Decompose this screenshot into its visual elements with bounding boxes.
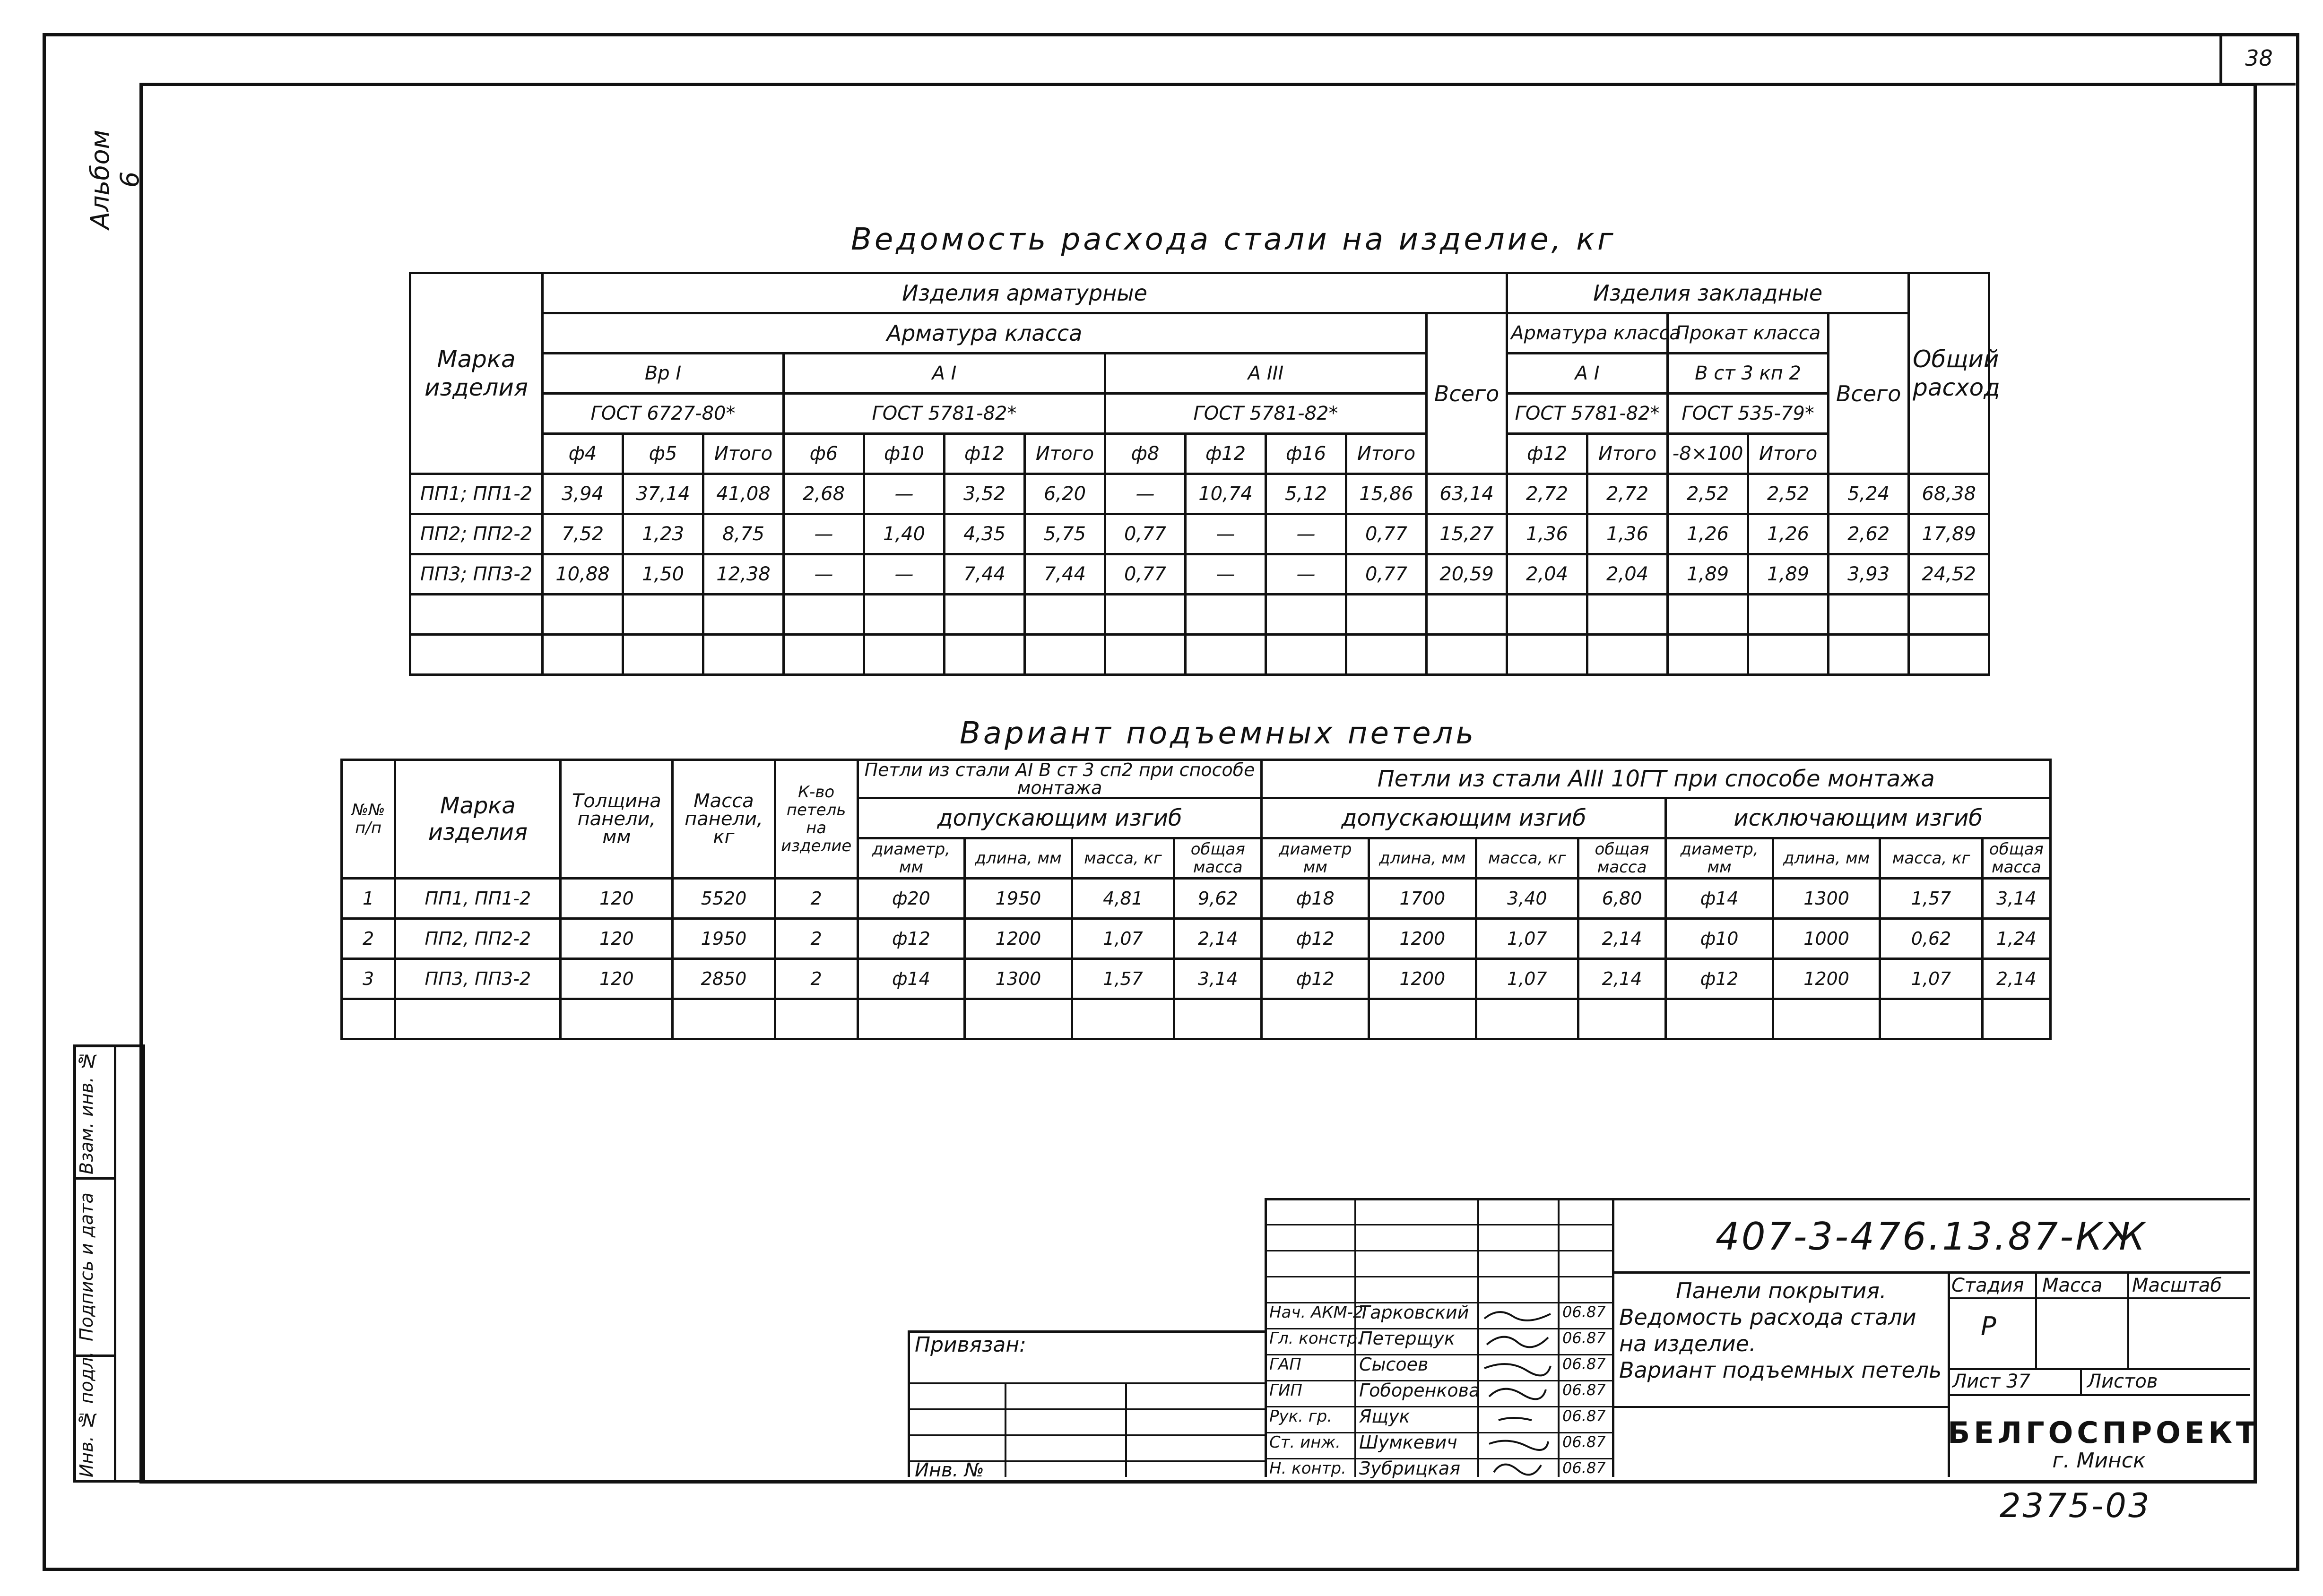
cell: 1200 — [1369, 959, 1476, 999]
arm-class-header: Арматура класса — [543, 313, 1427, 354]
col-mark-header: Марка изделия — [410, 273, 543, 474]
description-line: Вариант подъемных петель — [1619, 1357, 1942, 1383]
cell: 1,89 — [1668, 554, 1748, 595]
cell: 2,52 — [1748, 474, 1829, 514]
sub-header: длина, мм — [1773, 838, 1880, 879]
emb-products-header: Изделия закладные — [1507, 273, 1909, 313]
sub-header: ф12 — [1186, 434, 1266, 474]
role: Рук. гр. — [1269, 1407, 1333, 1426]
album-label: Альбом 6 — [85, 129, 145, 230]
cell: 0,77 — [1346, 554, 1427, 595]
cell: 1000 — [1773, 919, 1880, 959]
role: ГИП — [1269, 1381, 1302, 1400]
tied-label: Привязан: — [915, 1333, 1026, 1357]
cell: ф14 — [1666, 879, 1773, 919]
cell: ПП2; ПП2-2 — [410, 514, 543, 554]
cell: — — [1105, 474, 1186, 514]
scale-header: Масштаб — [2132, 1275, 2222, 1296]
cell: ПП3, ПП3-2 — [395, 959, 561, 999]
cell: ф14 — [858, 959, 965, 999]
sub-header: ф6 — [784, 434, 864, 474]
lifting-loops-table — [340, 759, 2052, 1040]
cell: 2,72 — [1507, 474, 1587, 514]
empty-row — [410, 635, 1989, 675]
sign-date: 06.87 — [1562, 1407, 1606, 1425]
cell: 7,44 — [1025, 554, 1105, 595]
cell: 1,24 — [1982, 919, 2050, 959]
cell: — — [864, 554, 945, 595]
document-code: 407-3-476.13.87-КЖ — [1715, 1215, 2147, 1259]
cell: 10,88 — [543, 554, 623, 595]
emb-prokat-header: Прокат класса — [1668, 313, 1829, 354]
cell: 2,68 — [784, 474, 864, 514]
cell: 1,23 — [623, 514, 703, 554]
cell: — — [784, 554, 864, 595]
class-a3: A III — [1105, 354, 1427, 394]
cell: ПП1; ПП1-2 — [410, 474, 543, 514]
cell: 7,44 — [945, 554, 1025, 595]
gost-a3: ГОСТ 5781-82* — [1105, 394, 1427, 434]
cell: 1950 — [965, 879, 1072, 919]
sub-header: диаметр, мм — [858, 838, 965, 879]
cell: 1 — [342, 879, 395, 919]
signatures-icon — [1480, 1302, 1555, 1477]
organization: БЕЛГОСПРОЕКТ — [1948, 1415, 2260, 1450]
sub-header: диаметр мм — [1262, 838, 1369, 879]
group1-sub: допускающим изгиб — [858, 798, 1262, 838]
cell: 5,75 — [1025, 514, 1105, 554]
class-a1: A I — [784, 354, 1105, 394]
group2-sub: допускающим изгиб — [1262, 798, 1666, 838]
cell: 1,40 — [864, 514, 945, 554]
cell: 1950 — [673, 919, 775, 959]
class-bp1: Вр I — [543, 354, 784, 394]
sheets-total: Листов — [2087, 1371, 2158, 1392]
cell: ф12 — [1262, 959, 1369, 999]
cell: 10,74 — [1186, 474, 1266, 514]
cell: 2,04 — [1587, 554, 1668, 595]
cell: 2,04 — [1507, 554, 1587, 595]
drawing-number: 2375-03 — [2000, 1486, 2151, 1525]
sub-header: ф5 — [623, 434, 703, 474]
cell: 1,26 — [1748, 514, 1829, 554]
col-thickness-header: Толщина панели, мм — [561, 760, 673, 879]
side-stamp-inv-original: Инв. № подл. — [76, 1351, 97, 1477]
cell: 3,94 — [543, 474, 623, 514]
col-mark-header: Марка изделия — [395, 760, 561, 879]
cell: ф12 — [1262, 919, 1369, 959]
role: ГАП — [1269, 1355, 1301, 1374]
sub-header: ф8 — [1105, 434, 1186, 474]
cell: 6,20 — [1025, 474, 1105, 514]
sign-date: 06.87 — [1562, 1381, 1606, 1399]
sub-header: Итого — [1587, 434, 1668, 474]
sub-header: масса, кг — [1880, 838, 1982, 879]
cell: 3,93 — [1829, 554, 1909, 595]
inv-label: Инв. № — [915, 1459, 984, 1481]
stage-value: Р — [1981, 1311, 1996, 1341]
class-emb-a1: A I — [1507, 354, 1668, 394]
cell: — — [1266, 554, 1346, 595]
cell: 1,36 — [1587, 514, 1668, 554]
cell: 2 — [342, 919, 395, 959]
steel-consumption-table — [409, 272, 2000, 676]
col-num-header: №№ п/п — [342, 760, 395, 879]
side-stamp-signature-date: Подпись и дата — [76, 1192, 97, 1342]
cell: 41,08 — [703, 474, 784, 514]
cell: 2 — [775, 959, 858, 999]
group2-header: Петли из стали AIII 10ГТ при способе монтажа — [1262, 760, 2051, 798]
cell: 4,35 — [945, 514, 1025, 554]
cell: ПП1, ПП1-2 — [395, 879, 561, 919]
sub-header: ф10 — [864, 434, 945, 474]
signer-name: Гоборенкова — [1359, 1380, 1480, 1401]
signer-name: Зубрицкая — [1359, 1458, 1461, 1479]
sub-header: Итого — [1748, 434, 1829, 474]
empty-row — [410, 595, 1989, 635]
cell: 6,80 — [1578, 879, 1665, 919]
gost-bp1: ГОСТ 6727-80* — [543, 394, 784, 434]
cell: 37,14 — [623, 474, 703, 514]
cell: 5,12 — [1266, 474, 1346, 514]
cell: 5520 — [673, 879, 775, 919]
cell: 2,52 — [1668, 474, 1748, 514]
cell: ф18 — [1262, 879, 1369, 919]
sub-header: масса, кг — [1072, 838, 1174, 879]
cell: ПП2, ПП2-2 — [395, 919, 561, 959]
cell: 1700 — [1369, 879, 1476, 919]
table-row — [342, 919, 2051, 959]
cell: 5,24 — [1829, 474, 1909, 514]
cell: 3,40 — [1476, 879, 1578, 919]
title-block — [908, 1198, 2260, 1481]
signer-name: Сысоев — [1359, 1354, 1429, 1375]
cell: 1200 — [1369, 919, 1476, 959]
page-number: 38 — [2219, 33, 2296, 86]
signer-name: Тарковский — [1359, 1302, 1469, 1323]
cell: 2,14 — [1982, 959, 2050, 999]
cell: ф12 — [858, 919, 965, 959]
cell: — — [784, 514, 864, 554]
emb-arm-class-header: Арматура класса — [1507, 313, 1668, 354]
total-header: Общий расход — [1909, 273, 1989, 474]
sub-header: ф12 — [945, 434, 1025, 474]
gost-emb-st: ГОСТ 535-79* — [1668, 394, 1829, 434]
signer-name: Ящук — [1359, 1406, 1410, 1427]
sub-header: -8×100 — [1668, 434, 1748, 474]
cell: 1,07 — [1072, 919, 1174, 959]
class-emb-st: В ст 3 кп 2 — [1668, 354, 1829, 394]
sub-header: длина, мм — [965, 838, 1072, 879]
cell: 1200 — [965, 919, 1072, 959]
cell: 9,62 — [1174, 879, 1262, 919]
signer-name: Шумкевич — [1359, 1432, 1457, 1453]
city: г. Минск — [2052, 1449, 2146, 1473]
table2-title: Вариант подъемных петель — [960, 716, 1477, 751]
cell: ф20 — [858, 879, 965, 919]
table1-title: Ведомость расхода стали на изделие, кг — [851, 222, 1616, 257]
sheet-number: Лист 37 — [1952, 1371, 2030, 1392]
cell: 3,14 — [1174, 959, 1262, 999]
cell: 3,52 — [945, 474, 1025, 514]
cell: 0,77 — [1346, 514, 1427, 554]
cell: 1,89 — [1748, 554, 1829, 595]
sub-header: общая масса — [1982, 838, 2050, 879]
cell: 1300 — [1773, 879, 1880, 919]
sub-header: ф4 — [543, 434, 623, 474]
cell: 2850 — [673, 959, 775, 999]
cell: 1,26 — [1668, 514, 1748, 554]
cell: — — [1186, 554, 1266, 595]
cell: 1,36 — [1507, 514, 1587, 554]
group3-sub: исключающим изгиб — [1666, 798, 2051, 838]
cell: ф10 — [1666, 919, 1773, 959]
cell: 2,14 — [1578, 959, 1665, 999]
sub-header: ф12 — [1507, 434, 1587, 474]
cell: — — [864, 474, 945, 514]
cell: — — [1186, 514, 1266, 554]
cell: 2,62 — [1829, 514, 1909, 554]
gost-a1: ГОСТ 5781-82* — [784, 394, 1105, 434]
cell: 2,14 — [1174, 919, 1262, 959]
cell: 4,81 — [1072, 879, 1174, 919]
mass-header: Масса — [2042, 1275, 2103, 1296]
cell: 1,50 — [623, 554, 703, 595]
cell: 1,07 — [1476, 919, 1578, 959]
cell: 24,52 — [1909, 554, 1989, 595]
sub-header: Итого — [1025, 434, 1105, 474]
cell: 120 — [561, 959, 673, 999]
cell: 1,07 — [1880, 959, 1982, 999]
cell: 3,14 — [1982, 879, 2050, 919]
stage-header: Стадия — [1951, 1275, 2024, 1296]
cell: 17,89 — [1909, 514, 1989, 554]
cell: 3 — [342, 959, 395, 999]
sub-header: общая масса — [1578, 838, 1665, 879]
table-row — [410, 514, 1989, 554]
cell: 0,62 — [1880, 919, 1982, 959]
cell: ф12 — [1666, 959, 1773, 999]
empty-row — [342, 999, 2051, 1039]
cell: ПП3; ПП3-2 — [410, 554, 543, 595]
cell: 8,75 — [703, 514, 784, 554]
description-line: Ведомость расхода стали — [1619, 1304, 1916, 1330]
table-row — [342, 879, 2051, 919]
cell: 0,77 — [1105, 514, 1186, 554]
cell: 120 — [561, 879, 673, 919]
sign-date: 06.87 — [1562, 1433, 1606, 1451]
cell: 2,14 — [1578, 919, 1665, 959]
group1-header: Петли из стали AI В ст 3 сп2 при способе монтажа — [858, 760, 1262, 798]
sub-header: диаметр, мм — [1666, 838, 1773, 879]
side-stamp-inv-replace: Взам. инв. № — [76, 1050, 97, 1174]
role: Ст. инж. — [1269, 1433, 1341, 1452]
sub-header: длина, мм — [1369, 838, 1476, 879]
cell: 7,52 — [543, 514, 623, 554]
cell: 2 — [775, 919, 858, 959]
sheet-description — [1619, 1277, 1942, 1383]
sign-date: 06.87 — [1562, 1303, 1606, 1321]
cell: 63,14 — [1427, 474, 1507, 514]
cell: 15,27 — [1427, 514, 1507, 554]
description-line: на изделие. — [1619, 1331, 1756, 1356]
cell: 1200 — [1773, 959, 1880, 999]
cell: 12,38 — [703, 554, 784, 595]
cell: 2,72 — [1587, 474, 1668, 514]
side-stamp — [73, 1044, 145, 1483]
cell: 120 — [561, 919, 673, 959]
role: Н. контр. — [1269, 1459, 1346, 1478]
cell: 1,07 — [1476, 959, 1578, 999]
table-row — [410, 474, 1989, 514]
role: Нач. АКМ-2 — [1269, 1303, 1363, 1322]
gost-emb-a: ГОСТ 5781-82* — [1507, 394, 1668, 434]
table-row — [342, 959, 2051, 999]
sign-date: 06.87 — [1562, 1355, 1606, 1373]
col-count-header: К-во петель на изделие — [775, 760, 858, 879]
sub-header: ф16 — [1266, 434, 1346, 474]
table-row — [410, 554, 1989, 595]
cell: 1,57 — [1880, 879, 1982, 919]
sub-header: масса, кг — [1476, 838, 1578, 879]
cell: 2 — [775, 879, 858, 919]
sub-header: Итого — [703, 434, 784, 474]
arm-products-header: Изделия арматурные — [543, 273, 1507, 313]
cell: 1300 — [965, 959, 1072, 999]
signer-name: Петерщук — [1359, 1328, 1455, 1349]
cell: 0,77 — [1105, 554, 1186, 595]
role: Гл. констр. — [1269, 1329, 1362, 1348]
sub-header: общая масса — [1174, 838, 1262, 879]
arm-total-header: Всего — [1427, 313, 1507, 474]
description-line: Панели покрытия. — [1676, 1278, 1887, 1303]
cell: 15,86 — [1346, 474, 1427, 514]
emb-total-header: Всего — [1829, 313, 1909, 474]
sub-header: Итого — [1346, 434, 1427, 474]
cell: 20,59 — [1427, 554, 1507, 595]
col-mass-header: Масса панели, кг — [673, 760, 775, 879]
cell: 68,38 — [1909, 474, 1989, 514]
sign-date: 06.87 — [1562, 1459, 1606, 1477]
cell: — — [1266, 514, 1346, 554]
sign-date: 06.87 — [1562, 1329, 1606, 1347]
cell: 1,57 — [1072, 959, 1174, 999]
